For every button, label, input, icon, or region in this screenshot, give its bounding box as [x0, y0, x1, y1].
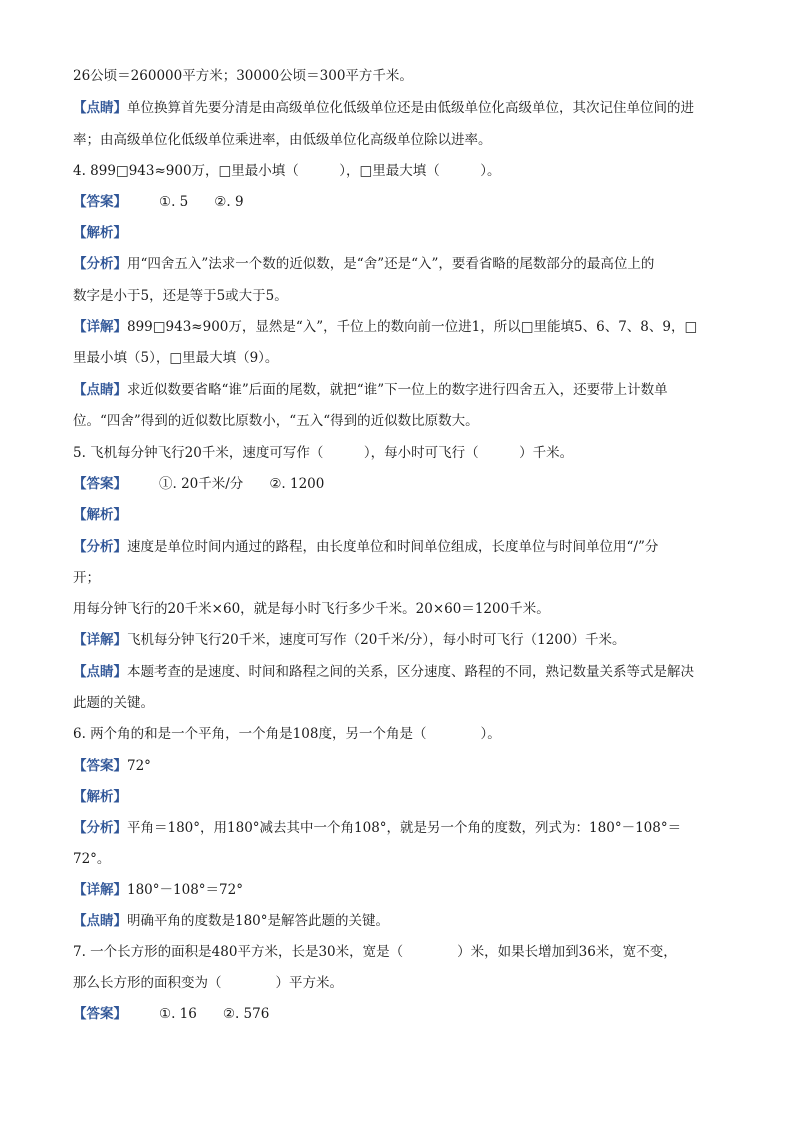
text-line — [73, 693, 154, 713]
section-tag: 【点睛】 — [73, 100, 127, 116]
text-line — [73, 192, 244, 212]
section-tag: 【解析】 — [73, 789, 127, 805]
answer-part-1: ①. 16 — [159, 1006, 197, 1022]
section-tag: 【解析】 — [73, 507, 127, 523]
answer-part-2: ②. 1200 — [269, 476, 325, 492]
text-line — [73, 348, 278, 368]
text-line — [73, 1004, 269, 1024]
section-tag: 【分析】 — [73, 820, 127, 836]
text-line — [73, 98, 694, 118]
text-line — [73, 880, 243, 900]
text-line — [73, 942, 677, 962]
line-text: 位。“四舍”得到的近似数比原数小，“五入“得到的近似数比原数大。 — [73, 413, 479, 429]
line-text: 4. 899□943≈900万，□里最小填（ ），□里最大填（ ）。 — [73, 163, 501, 179]
section-tag: 【分析】 — [73, 539, 127, 555]
text-line — [73, 254, 654, 274]
answer-part-1: ①. 5 — [159, 194, 189, 210]
section-tag: 【点睛】 — [73, 382, 127, 398]
text-line — [73, 505, 127, 525]
section-tag: 【详解】 — [73, 882, 127, 898]
section-tag: 【解析】 — [73, 225, 127, 241]
line-text: 本题考查的是速度、时间和路程之间的关系，区分速度、路程的不同，熟记数量关系等式是解决 — [127, 664, 694, 680]
text-line — [73, 380, 668, 400]
line-text: 那么长方形的面积变为（ ）平方米。 — [73, 975, 343, 991]
line-text: 72°。 — [73, 851, 111, 867]
text-line — [73, 662, 694, 682]
text-line — [73, 787, 127, 807]
line-text: 求近似数要省略“谁”后面的尾数，就把“谁”下一位上的数字进行四舍五入，还要带上计数单 — [127, 382, 668, 398]
answer-part-1: ①. 20千米/分 — [159, 476, 244, 492]
text-line — [73, 911, 389, 931]
answer-part-2: ②. 576 — [222, 1006, 270, 1022]
line-text: 率；由高级单位化低级单位乘进率，由低级单位化高级单位除以进率。 — [73, 132, 492, 148]
line-text: 7. 一个长方形的面积是480平方米，长是30米，宽是（ ）米，如果长增加到36米，宽不变， — [73, 944, 677, 960]
text-line — [73, 474, 324, 494]
text-line — [73, 630, 626, 650]
line-text: 899□943≈900万，显然是“入”，千位上的数向前一位进1，所以□里能填5、6、7、8、9，□ — [127, 319, 698, 335]
text-line — [73, 973, 343, 993]
text-line — [73, 411, 479, 431]
line-text: 26公顷＝260000平方米；30000公顷＝300平方千米。 — [73, 68, 413, 84]
line-text: 6. 两个角的和是一个平角，一个角是108度，另一个角是（ ）。 — [73, 726, 501, 742]
text-line — [73, 66, 413, 86]
text-line — [73, 130, 492, 150]
line-text: 速度是单位时间内通过的路程，由长度单位和时间单位组成，长度单位与时间单位用“/”分 — [127, 539, 659, 555]
section-tag: 【答案】 — [73, 476, 127, 492]
text-line — [73, 223, 127, 243]
line-text: 开； — [73, 570, 100, 586]
text-line — [73, 161, 501, 181]
text-line — [73, 568, 100, 588]
line-text: 平角＝180°，用180°减去其中一个角108°，就是另一个角的度数，列式为：180°－108°＝ — [127, 820, 682, 836]
text-line — [73, 599, 550, 619]
section-tag: 【分析】 — [73, 256, 127, 272]
text-line — [73, 818, 681, 838]
line-text: 72° — [127, 758, 151, 774]
text-line — [73, 286, 288, 306]
text-line — [73, 443, 573, 463]
line-text: 180°－108°＝72° — [127, 882, 243, 898]
line-text: 5. 飞机每分钟飞行20千米，速度可写作（ ），每小时可飞行（ ）千米。 — [73, 445, 574, 461]
section-tag: 【详解】 — [73, 319, 127, 335]
section-tag: 【答案】 — [73, 1006, 127, 1022]
section-tag: 【答案】 — [73, 758, 127, 774]
line-text: 飞机每分钟飞行20千米，速度可写作（20千米/分），每小时可飞行（1200）千米。 — [127, 632, 626, 648]
section-tag: 【点睛】 — [73, 664, 127, 680]
answer-part-2: ②. 9 — [214, 194, 244, 210]
line-text: 数字是小于5，还是等于5或大于5。 — [73, 288, 288, 304]
section-tag: 【详解】 — [73, 632, 127, 648]
section-tag: 【答案】 — [73, 194, 127, 210]
text-line — [73, 537, 658, 557]
section-tag: 【点睛】 — [73, 913, 127, 929]
text-line — [73, 317, 697, 337]
line-text: 单位换算首先要分清是由高级单位化低级单位还是由低级单位化高级单位，其次记住单位间的进 — [127, 100, 694, 116]
text-line — [73, 756, 151, 776]
line-text: 用“四舍五入”法求一个数的近似数，是“舍”还是“入”，要看省略的尾数部分的最高位上的 — [127, 256, 655, 272]
line-text: 明确平角的度数是180°是解答此题的关键。 — [127, 913, 390, 929]
text-line — [73, 724, 501, 744]
line-text: 此题的关键。 — [73, 695, 154, 711]
line-text: 里最小填（5），□里最大填（9）。 — [73, 350, 279, 366]
line-text: 用每分钟飞行的20千米×60，就是每小时飞行多少千米。20×60＝1200千米。 — [73, 601, 550, 617]
text-line — [73, 849, 110, 869]
